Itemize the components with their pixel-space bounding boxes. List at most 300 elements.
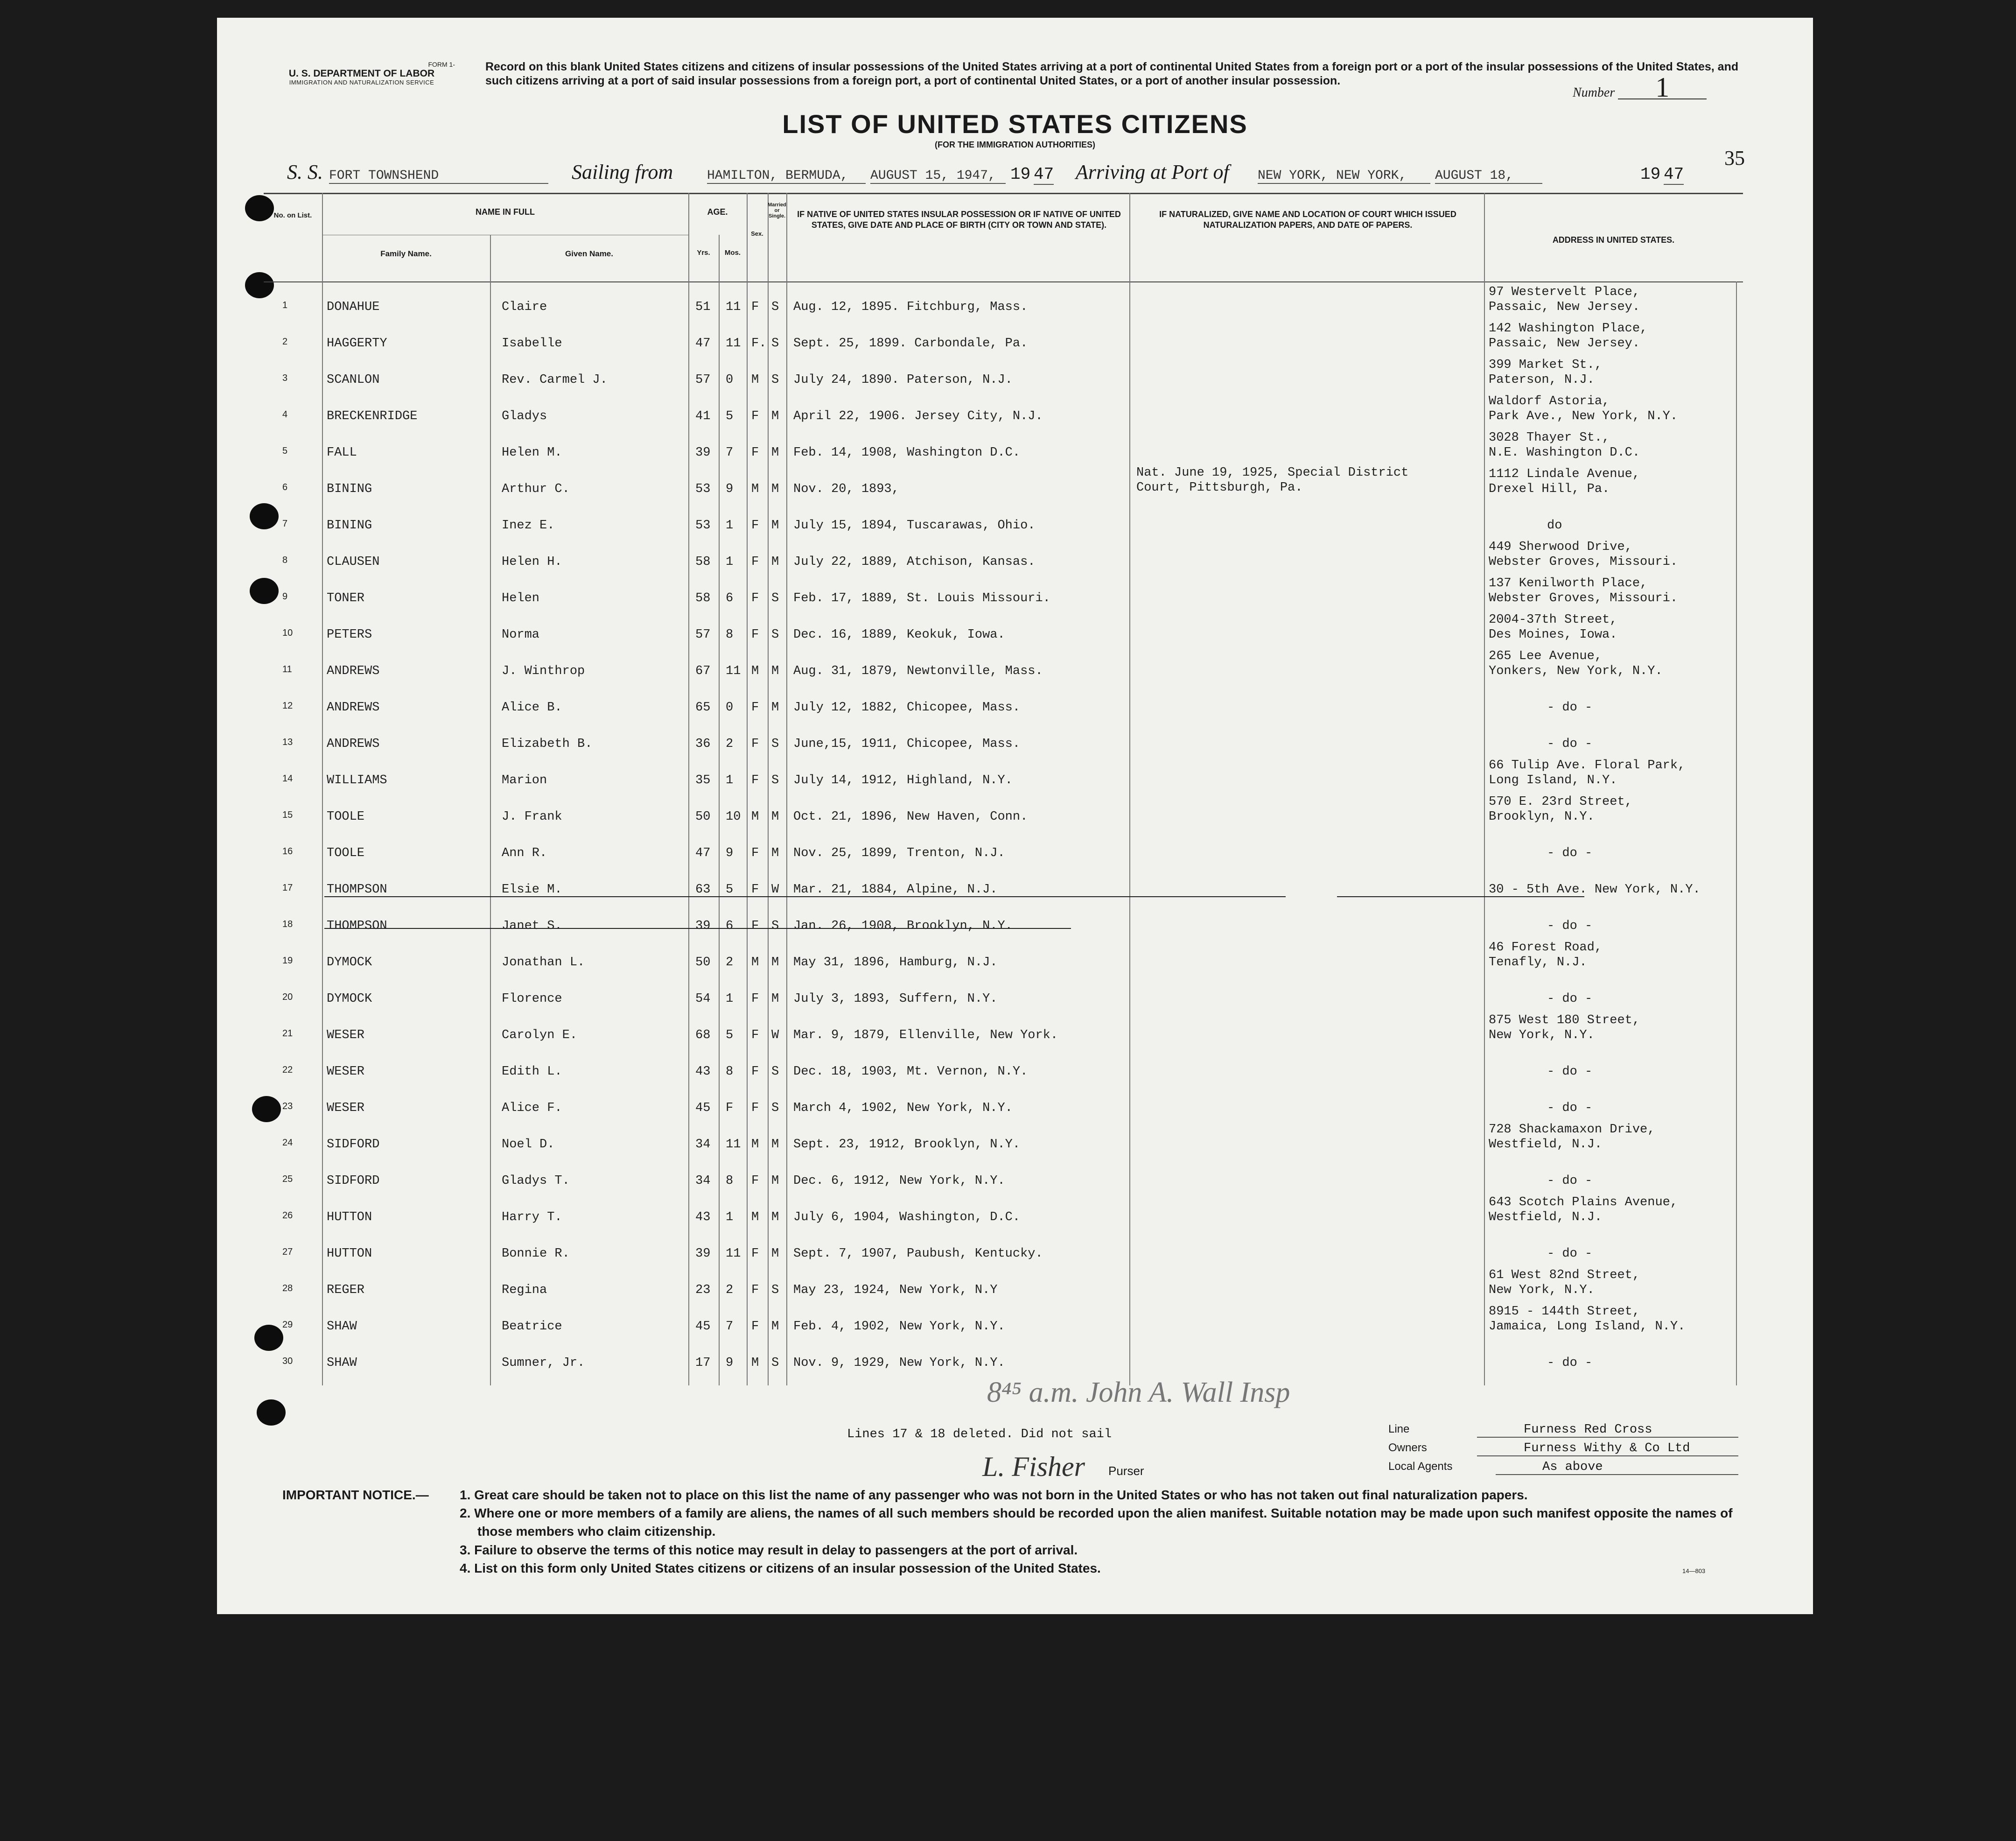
given-name: Alice F. — [502, 1101, 562, 1115]
row-number: 25 — [282, 1174, 293, 1184]
address-line: - do - — [1547, 1247, 1593, 1261]
address-line: 399 Market St., — [1489, 358, 1603, 372]
sex: F — [751, 992, 759, 1006]
age-years: 51 — [695, 300, 711, 314]
age-months: 0 — [726, 373, 734, 387]
row-number: 17 — [282, 883, 293, 893]
age-months: 11 — [726, 1138, 741, 1152]
family-name: FALL — [327, 446, 357, 460]
marital-status: W — [771, 1028, 779, 1042]
form-code: 14—803 — [1682, 1567, 1706, 1574]
arriving-port: NEW YORK, NEW YORK, — [1258, 169, 1430, 184]
family-name: TOOLE — [327, 810, 365, 824]
family-name: DYMOCK — [327, 956, 372, 970]
line-info — [1388, 1423, 1652, 1437]
table-row — [264, 1233, 1743, 1269]
passenger-table — [264, 193, 1743, 1385]
address-line: 643 Scotch Plains Avenue, — [1489, 1195, 1678, 1209]
age-years: 23 — [695, 1283, 711, 1297]
family-name: HUTTON — [327, 1247, 372, 1261]
address-line: - do - — [1547, 1101, 1593, 1115]
table-row — [264, 687, 1743, 723]
marital-status: W — [771, 883, 779, 897]
address-line: 30 - 5th Ave. New York, N.Y. — [1489, 883, 1701, 897]
inspector-note: 8⁴⁵ a.m. John A. Wall Insp — [987, 1377, 1290, 1408]
table-row — [264, 359, 1743, 395]
row-number: 22 — [282, 1065, 293, 1075]
row-number: 20 — [282, 992, 293, 1002]
address-line: Long Island, N.Y. — [1489, 773, 1617, 787]
age-years: 47 — [695, 337, 711, 351]
age-years: 47 — [695, 846, 711, 860]
address-line: Brooklyn, N.Y. — [1489, 810, 1595, 824]
address-line: Westfield, N.J. — [1489, 1210, 1603, 1224]
age-months: 6 — [726, 591, 734, 605]
birth-info: Aug. 31, 1879, Newtonville, Mass. — [793, 664, 1043, 678]
age-months: 7 — [726, 1320, 734, 1334]
page-subtitle: (FOR THE IMMIGRATION AUTHORITIES) — [935, 140, 1095, 149]
col-mos: Mos. — [724, 249, 741, 257]
table-row — [264, 614, 1743, 650]
ship-name: FORT TOWNSHEND — [329, 169, 548, 184]
birth-info: March 4, 1902, New York, N.Y. — [793, 1101, 1013, 1115]
address-line: 570 E. 23rd Street, — [1489, 795, 1632, 809]
age-months: 1 — [726, 1210, 734, 1224]
table-row — [264, 942, 1743, 978]
col-yrs: Yrs. — [697, 249, 710, 257]
table-row — [264, 1051, 1743, 1087]
given-name: Elsie M. — [502, 883, 562, 897]
sex: F — [751, 846, 759, 860]
arriving-year-prefix: 19 — [1640, 165, 1661, 184]
birth-info: Mar. 9, 1879, Ellenville, New York. — [793, 1028, 1058, 1042]
given-name: Helen — [502, 591, 540, 605]
age-years: 53 — [695, 482, 711, 496]
age-months: 7 — [726, 446, 734, 460]
notice-item: 4. List on this form only United States citizens or citizens of an insular possession of the United States. — [460, 1560, 1101, 1575]
marital-status: M — [771, 1320, 779, 1334]
notice-item: 3. Failure to observe the terms of this notice may result in delay to passengers at the port of arrival. — [460, 1542, 1078, 1557]
address-line: Yonkers, New York, N.Y. — [1489, 664, 1663, 678]
table-row — [264, 577, 1743, 614]
sex: F. — [751, 337, 767, 351]
marital-status: M — [771, 409, 779, 423]
table-row — [264, 323, 1743, 359]
naturalization-info: Nat. June 19, 1925, Special District — [1136, 466, 1409, 480]
given-name: Harry T. — [502, 1210, 562, 1224]
sailing-year-prefix: 19 — [1010, 165, 1031, 184]
marital-status: M — [771, 1138, 779, 1152]
owners-label: Owners — [1388, 1441, 1427, 1454]
family-name: DYMOCK — [327, 992, 372, 1006]
age-months: 10 — [726, 810, 741, 824]
arriving-year: 47 — [1664, 165, 1684, 184]
row-number: 4 — [282, 409, 288, 420]
row-number: 18 — [282, 919, 293, 929]
family-name: BINING — [327, 482, 372, 496]
row-number: 26 — [282, 1210, 293, 1221]
birth-info: Nov. 20, 1893, — [793, 482, 899, 496]
address-line: Webster Groves, Missouri. — [1489, 591, 1678, 605]
table-row — [264, 286, 1743, 323]
sex: F — [751, 591, 759, 605]
age-years: 58 — [695, 555, 711, 569]
age-months: 0 — [726, 701, 734, 715]
address-line: 449 Sherwood Drive, — [1489, 540, 1632, 554]
instructions-text: Record on this blank United States citizens and citizens of insular possessions of the United States arriving at a port of continental United States from a foreign port or a port of the insular possessions of the United States, and such citizens arriving at a port of said insular possessions from a foreign port, a port of continental United States, or a port of another insular possession. — [485, 60, 1739, 87]
row-number: 5 — [282, 446, 288, 456]
given-name: Elizabeth B. — [502, 737, 593, 751]
address-line: - do - — [1547, 992, 1593, 1006]
address-line: - do - — [1547, 737, 1593, 751]
marital-status: S — [771, 919, 779, 933]
birth-info: Dec. 18, 1903, Mt. Vernon, N.Y. — [793, 1065, 1028, 1079]
age-years: 34 — [695, 1138, 711, 1152]
marital-status: S — [771, 1356, 779, 1370]
birth-info: July 24, 1890. Paterson, N.J. — [793, 373, 1013, 387]
col-naturalized: IF NATURALIZED, GIVE NAME AND LOCATION OF COURT WHICH ISSUED NATURALIZATION PAPERS, AND DATE OF PAPERS. — [1159, 210, 1456, 230]
sex: F — [751, 737, 759, 751]
marital-status: M — [771, 482, 779, 496]
age-years: 34 — [695, 1174, 711, 1188]
address-line: 1112 Lindale Avenue, — [1489, 467, 1640, 481]
row-number: 23 — [282, 1101, 293, 1111]
agents-label: Local Agents — [1388, 1460, 1453, 1473]
age-months: 1 — [726, 773, 734, 787]
owners-value: Furness Withy & Co Ltd — [1477, 1441, 1738, 1456]
age-years: 57 — [695, 628, 711, 642]
age-years: 68 — [695, 1028, 711, 1042]
birth-info: Nov. 25, 1899, Trenton, N.J. — [793, 846, 1005, 860]
sex: F — [751, 1028, 759, 1042]
row-number: 24 — [282, 1138, 293, 1148]
age-months: 5 — [726, 883, 734, 897]
table-row — [264, 505, 1743, 541]
age-years: 36 — [695, 737, 711, 751]
family-name: ANDREWS — [327, 737, 380, 751]
family-name: WILLIAMS — [327, 773, 387, 787]
age-years: 50 — [695, 810, 711, 824]
col-no: No. on List. — [273, 211, 312, 219]
sex: F — [751, 555, 759, 569]
age-months: 2 — [726, 737, 734, 751]
arriving-label: Arriving at Port of — [1076, 161, 1229, 183]
address-line: 2004-37th Street, — [1489, 613, 1617, 627]
given-name: Helen M. — [502, 446, 562, 460]
col-sex: Sex. — [751, 230, 763, 237]
given-name: Gladys T. — [502, 1174, 570, 1188]
sex: F — [751, 446, 759, 460]
given-name: Alice B. — [502, 701, 562, 715]
given-name: Arthur C. — [502, 482, 570, 496]
family-name: THOMPSON — [327, 883, 387, 897]
sex: M — [751, 373, 759, 387]
table-row — [264, 1306, 1743, 1342]
number-value: 1 — [1618, 76, 1707, 99]
sex: F — [751, 519, 759, 533]
number-label: Number — [1573, 85, 1615, 100]
age-years: 39 — [695, 1247, 711, 1261]
row-number: 7 — [282, 519, 288, 529]
birth-info: July 15, 1894, Tuscarawas, Ohio. — [793, 519, 1036, 533]
row-number: 19 — [282, 956, 293, 966]
marital-status: M — [771, 1210, 779, 1224]
address-line: do — [1547, 519, 1562, 533]
given-name: Gladys — [502, 409, 547, 423]
birth-info: Nov. 9, 1929, New York, N.Y. — [793, 1356, 1005, 1370]
age-years: 67 — [695, 664, 711, 678]
marital-status: S — [771, 1283, 779, 1297]
given-name: Claire — [502, 300, 547, 314]
sex: F — [751, 1247, 759, 1261]
birth-info: Feb. 4, 1902, New York, N.Y. — [793, 1320, 1005, 1334]
birth-info: May 23, 1924, New York, N.Y — [793, 1283, 998, 1297]
sex: F — [751, 1174, 759, 1188]
birth-info: July 12, 1882, Chicopee, Mass. — [793, 701, 1021, 715]
punch-hole — [257, 1399, 286, 1426]
age-months: 6 — [726, 919, 734, 933]
notice-label: IMPORTANT NOTICE.— — [282, 1488, 429, 1502]
sex: F — [751, 883, 759, 897]
age-years: 17 — [695, 1356, 711, 1370]
table-row — [264, 978, 1743, 1014]
service-name: IMMIGRATION AND NATURALIZATION SERVICE — [289, 79, 434, 86]
marital-status: S — [771, 628, 779, 642]
family-name: SCANLON — [327, 373, 380, 387]
family-name: THOMPSON — [327, 919, 387, 933]
given-name: Carolyn E. — [502, 1028, 578, 1042]
deleted-lines-note: Lines 17 & 18 deleted. Did not sail — [847, 1427, 1112, 1441]
row-number: 2 — [282, 337, 288, 347]
age-years: 58 — [695, 591, 711, 605]
given-name: Florence — [502, 992, 562, 1006]
family-name: ANDREWS — [327, 664, 380, 678]
col-address: ADDRESS IN UNITED STATES. — [1552, 235, 1675, 245]
age-years: 50 — [695, 956, 711, 970]
col-given-name: Given Name. — [565, 249, 613, 258]
age-years: 45 — [695, 1320, 711, 1334]
family-name: HAGGERTY — [327, 337, 387, 351]
birth-info: July 14, 1912, Highland, N.Y. — [793, 773, 1013, 787]
sailing-from: HAMILTON, BERMUDA, — [707, 169, 866, 184]
age-months: 11 — [726, 1247, 741, 1261]
address-line: Paterson, N.J. — [1489, 373, 1595, 387]
purser-signature: L. Fisher — [982, 1451, 1085, 1482]
birth-info: Dec. 16, 1889, Keokuk, Iowa. — [793, 628, 1005, 642]
sex: M — [751, 664, 759, 678]
marital-status: S — [771, 591, 779, 605]
birth-info: Jan. 26, 1908, Brooklyn, N.Y. — [793, 919, 1013, 933]
marital-status: S — [771, 1065, 779, 1079]
given-name: Regina — [502, 1283, 547, 1297]
sex: M — [751, 1210, 759, 1224]
voyage-line — [287, 160, 1724, 193]
sex: F — [751, 1283, 759, 1297]
marital-status: M — [771, 956, 779, 970]
list-number — [1573, 72, 1707, 103]
row-number: 16 — [282, 846, 293, 857]
sex: F — [751, 919, 759, 933]
table-row — [264, 432, 1743, 468]
notice-item: 2. Where one or more members of a family are aliens, the names of all such members should be recorded upon the alien manifest. Suitable notation may be made upon such manifest opposite the names of those members who claim citizenship. — [460, 1506, 1733, 1539]
sex: M — [751, 482, 759, 496]
given-name: Marion — [502, 773, 547, 787]
table-row — [264, 723, 1743, 759]
arriving-date: AUGUST 18, — [1435, 169, 1542, 184]
address-line: Drexel Hill, Pa. — [1489, 482, 1610, 496]
age-months: 8 — [726, 628, 734, 642]
address-line: - do - — [1547, 846, 1593, 860]
address-line: Waldorf Astoria, — [1489, 394, 1610, 408]
family-name: CLAUSEN — [327, 555, 380, 569]
family-name: SHAW — [327, 1356, 357, 1370]
age-years: 39 — [695, 919, 711, 933]
given-name: Rev. Carmel J. — [502, 373, 608, 387]
birth-info: Oct. 21, 1896, New Haven, Conn. — [793, 810, 1028, 824]
sex: F — [751, 1065, 759, 1079]
marital-status: M — [771, 701, 779, 715]
age-years: 39 — [695, 446, 711, 460]
given-name: Edith L. — [502, 1065, 562, 1079]
age-months: 8 — [726, 1065, 734, 1079]
col-name-in-full: NAME IN FULL — [476, 207, 535, 217]
age-years: 54 — [695, 992, 711, 1006]
birth-info: Feb. 17, 1889, St. Louis Missouri. — [793, 591, 1050, 605]
family-name: TOOLE — [327, 846, 365, 860]
address-line: 8915 - 144th Street, — [1489, 1305, 1640, 1319]
agents-info — [1388, 1460, 1603, 1474]
address-line: 265 Lee Avenue, — [1489, 649, 1603, 663]
given-name: Beatrice — [502, 1320, 562, 1334]
given-name: Inez E. — [502, 519, 555, 533]
row-number: 10 — [282, 628, 293, 638]
address-line: 66 Tulip Ave. Floral Park, — [1489, 759, 1686, 773]
address-line: 137 Kenilworth Place, — [1489, 576, 1648, 590]
address-line: - do - — [1547, 701, 1593, 715]
sailing-label: Sailing from — [572, 161, 673, 183]
table-row — [264, 468, 1743, 505]
agents-value: As above — [1496, 1460, 1738, 1475]
address-line: - do - — [1547, 1065, 1593, 1079]
col-family-name: Family Name. — [380, 249, 432, 258]
marital-status: M — [771, 519, 779, 533]
table-row — [264, 1087, 1743, 1124]
marital-status: S — [771, 337, 779, 351]
family-name: WESER — [327, 1065, 365, 1079]
age-years: 45 — [695, 1101, 711, 1115]
line-label: Line — [1388, 1423, 1410, 1435]
sailing-year: 47 — [1034, 165, 1054, 184]
table-row — [264, 395, 1743, 432]
table-row — [264, 1342, 1743, 1378]
address-line: Des Moines, Iowa. — [1489, 628, 1617, 642]
sex: M — [751, 1138, 759, 1152]
address-line: Webster Groves, Missouri. — [1489, 555, 1678, 569]
address-line: - do - — [1547, 1356, 1593, 1370]
family-name: TONER — [327, 591, 365, 605]
birth-info: Sept. 25, 1899. Carbondale, Pa. — [793, 337, 1028, 351]
marital-status: S — [771, 773, 779, 787]
owners-info — [1388, 1441, 1690, 1455]
row-number: 1 — [282, 300, 288, 310]
marital-status: M — [771, 1247, 779, 1261]
family-name: ANDREWS — [327, 701, 380, 715]
sex: M — [751, 956, 759, 970]
sex: F — [751, 1320, 759, 1334]
birth-info: May 31, 1896, Hamburg, N.J. — [793, 956, 998, 970]
given-name: Sumner, Jr. — [502, 1356, 585, 1370]
department-header — [259, 61, 464, 86]
table-row — [264, 1124, 1743, 1160]
row-number: 15 — [282, 810, 293, 820]
age-months: 2 — [726, 956, 734, 970]
address-line: 142 Washington Place, — [1489, 322, 1648, 336]
family-name: BRECKENRIDGE — [327, 409, 418, 423]
line-value: Furness Red Cross — [1477, 1423, 1738, 1438]
col-age: AGE. — [707, 207, 728, 217]
address-line: - do - — [1547, 919, 1593, 933]
address-line: 875 West 180 Street, — [1489, 1013, 1640, 1027]
age-years: 41 — [695, 409, 711, 423]
table-row — [264, 796, 1743, 832]
purser-label: Purser — [1108, 1464, 1144, 1478]
table-row — [264, 541, 1743, 577]
address-line: New York, N.Y. — [1489, 1028, 1595, 1042]
deleted-line-17 — [324, 896, 1286, 897]
marital-status: M — [771, 992, 779, 1006]
birth-info: Dec. 6, 1912, New York, N.Y. — [793, 1174, 1005, 1188]
given-name: Isabelle — [502, 337, 562, 351]
birth-info: Aug. 12, 1895. Fitchburg, Mass. — [793, 300, 1028, 314]
age-months: 2 — [726, 1283, 734, 1297]
marital-status: S — [771, 373, 779, 387]
sex: M — [751, 810, 759, 824]
row-number: 11 — [282, 664, 292, 675]
row-number: 29 — [282, 1320, 293, 1330]
address-line: 3028 Thayer St., — [1489, 431, 1610, 445]
ss-label: S. S. — [287, 161, 323, 183]
row-number: 28 — [282, 1283, 293, 1293]
family-name: SIDFORD — [327, 1174, 380, 1188]
address-line: New York, N.Y. — [1489, 1283, 1595, 1297]
table-row — [264, 1269, 1743, 1306]
manifest-page — [217, 18, 1813, 1614]
table-row — [264, 759, 1743, 796]
deleted-line-17-address — [1337, 896, 1584, 897]
family-name: WESER — [327, 1028, 365, 1042]
address-line: Park Ave., New York, N.Y. — [1489, 409, 1678, 423]
marital-status: M — [771, 1174, 779, 1188]
given-name: Noel D. — [502, 1138, 555, 1152]
col-birth: IF NATIVE OF UNITED STATES INSULAR POSSESSION OR IF NATIVE OF UNITED STATES, GIVE DATE AND PLACE OF BIRTH (CITY OR TOWN AND STATE). — [797, 210, 1121, 230]
sex: F — [751, 773, 759, 787]
address-line: 61 West 82nd Street, — [1489, 1268, 1640, 1282]
address-line: 97 Westervelt Place, — [1489, 285, 1640, 299]
age-months: 1 — [726, 519, 734, 533]
given-name: Norma — [502, 628, 540, 642]
row-number: 12 — [282, 701, 293, 711]
department-name: U. S. DEPARTMENT OF LABOR — [288, 68, 435, 79]
row-number: 21 — [282, 1028, 293, 1039]
table-row — [264, 1014, 1743, 1051]
family-name: SIDFORD — [327, 1138, 380, 1152]
marital-status: M — [771, 555, 779, 569]
form-number: FORM 1- — [428, 61, 455, 68]
age-months: 5 — [726, 409, 734, 423]
birth-info: Sept. 7, 1907, Paubush, Kentucky. — [793, 1247, 1043, 1261]
table-row — [264, 905, 1743, 942]
birth-info: July 6, 1904, Washington, D.C. — [793, 1210, 1021, 1224]
